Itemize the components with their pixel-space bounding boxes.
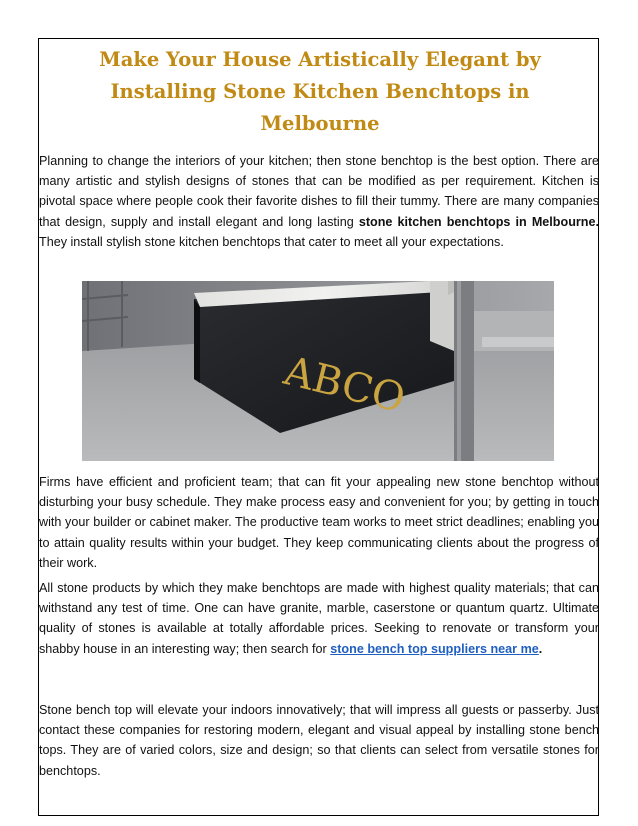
materials-text: All stone products by which they make benchtops are made with highest quality materials; that can withstand any test of time. One can have granite, marble, caserstone or quantum quartz. Ultimate quality of stones is available at totally affordable prices. Seeking to renovate or transform your shabby house in an interesting way; then search for <box>39 581 599 656</box>
paragraph-intro <box>39 151 599 252</box>
abco-sign: ABCO <box>279 348 410 423</box>
suppliers-link[interactable]: stone bench top suppliers near me <box>330 641 539 656</box>
intro-text-end: They install stylish stone kitchen benchtops that cater to meet all your expectations. <box>39 234 504 249</box>
paragraph-materials <box>39 578 599 659</box>
paragraph-team: Firms have efficient and proficient team; that can fit your appealing new stone benchtop without disturbing your busy schedule. They make process easy and convenient for you; by getting in touch with your builder or cabinet maker. The productive team works to meet strict deadlines; enabling you to attain quality results within your budget. They keep communicating clients about the progress of their work. <box>39 475 599 570</box>
benchtop-photo-illustration <box>82 281 554 461</box>
intro-text: Planning to change the interiors of your kitchen; then stone benchtop is the best option. There are many artistic and stylish designs of stones that can be modified as per requirement. Kitchen is pivotal space where people cook their favorite dishes to fill their tummy. There are many companies that design, supply and install elegant and long lasting <box>39 154 599 229</box>
intro-bold-keyword: stone kitchen benchtops in Melbourne. <box>358 214 599 229</box>
paragraph-closing: Stone bench top will elevate your indoors innovatively; that will impress all guests or passerby. Just contact these companies for restoring modern, elegant and visual appeal by installing stone bench tops. They are of varied colors, size and design; so that clients can select from versatile stones for benchtops. <box>39 703 599 778</box>
materials-text-end: . <box>538 641 543 656</box>
page-title: Make Your House Artistically Elegant by Installing Stone Kitchen Benchtops in Melbourne <box>99 48 541 135</box>
benchtop-photo <box>82 281 554 461</box>
